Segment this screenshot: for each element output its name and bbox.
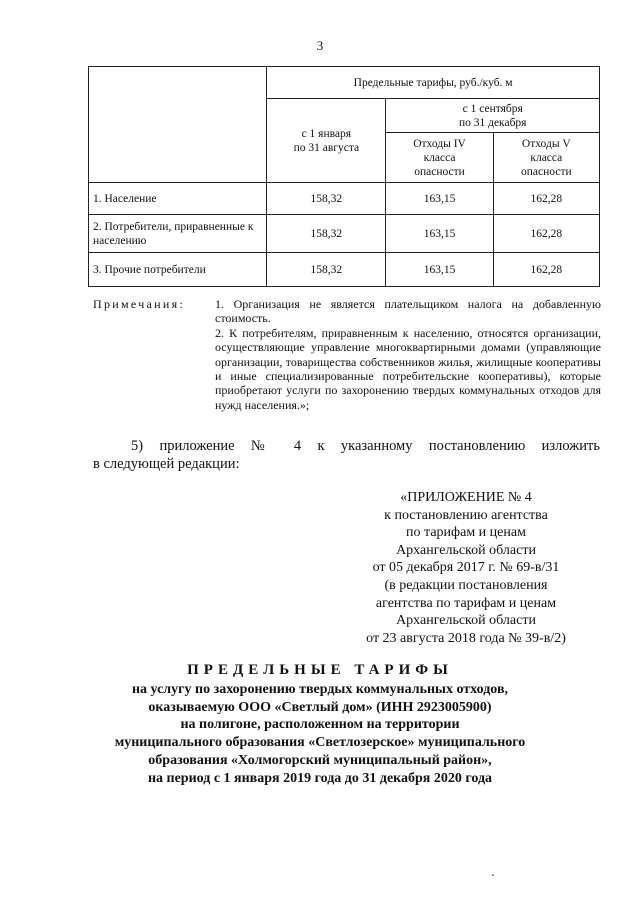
tariff-table <box>88 66 600 287</box>
waste-class-4-cell: Отходы IV класса опасности <box>386 133 493 183</box>
table-row <box>89 183 600 215</box>
appendix-line: «ПРИЛОЖЕНИЕ № 4 <box>400 490 532 505</box>
paragraph-line-2: в следующей редакции: <box>93 456 240 472</box>
notes-lead: Примечания: <box>93 297 186 311</box>
appendix-line: от 23 августа 2018 года № 39-в/2) <box>366 630 566 646</box>
row-label: 3. Прочие потребители <box>89 253 267 287</box>
title-line: муниципального образования «Светлозерское» муниципального <box>114 735 526 751</box>
appendix-line: к постановлению агентства <box>384 507 548 523</box>
amendment-paragraph <box>93 437 600 473</box>
value-cell: 158,32 <box>267 253 386 287</box>
empty-corner-cell <box>89 67 267 183</box>
table-row <box>89 215 600 253</box>
title-line: на услугу по захоронению твердых коммунальных отходов, <box>131 681 509 697</box>
value-cell: 158,32 <box>267 215 386 253</box>
note-item-2: 2. К потребителям, приравненным к населению, относятся организации, осуществляющие управление многоквартирными домами (управляющие организации, товарищества собственников жилья, жилищные кооперативы и иные специализированные потребительские кооперативы), которые приобретают услуги по захоронению твердых коммунальных отходов для нужд населения.»; <box>215 325 601 412</box>
value-cell: 163,15 <box>386 215 493 253</box>
value-cell: 163,15 <box>386 183 493 215</box>
table-header-row <box>89 67 600 99</box>
row-label: 1. Население <box>89 183 267 215</box>
value-cell: 162,28 <box>493 183 599 215</box>
paragraph-line-1: 5) приложение № 4 к указанному постановлению изложить <box>131 438 600 454</box>
notes-block <box>93 297 601 412</box>
appendix-line: от 05 декабря 2017 г. № 69-в/31 <box>372 560 560 576</box>
period-jan-aug-cell: с 1 января по 31 августа <box>267 99 386 183</box>
page-number: 3 <box>316 38 324 53</box>
note-item-1: 1. Организация не является плательщиком налога на добавленную стоимость. <box>215 297 601 326</box>
title-line: образования «Холмогорский муниципальный район», <box>148 752 492 768</box>
appendix-line: (в редакции постановления <box>384 577 548 593</box>
appendix-line: Архангельской области <box>396 542 536 558</box>
appendix-line: по тарифам и ценам <box>406 525 526 541</box>
value-cell: 162,28 <box>493 253 599 287</box>
scan-speck <box>492 874 494 876</box>
appendix-line: агентства по тарифам и ценам <box>375 595 557 611</box>
row-label: 2. Потребители, приравненные к населению <box>89 215 267 253</box>
value-cell: 162,28 <box>493 215 599 253</box>
title-line: оказываемую ООО «Светлый дом» (ИНН 2923005900) <box>148 699 492 715</box>
appendix-line: Архангельской области <box>396 613 536 629</box>
header-main-cell: Предельные тарифы, руб./куб. м <box>267 67 600 99</box>
title-heading: ПРЕДЕЛЬНЫЕ ТАРИФЫ <box>187 662 453 678</box>
table-row <box>89 253 600 287</box>
waste-class-5-cell: Отходы V класса опасности <box>493 133 599 183</box>
title-line: на полигоне, расположенном на территории <box>180 717 460 733</box>
notes-items <box>215 297 601 412</box>
period-sep-dec-cell: с 1 сентября по 31 декабря <box>386 99 600 133</box>
appendix-header <box>336 489 596 647</box>
value-cell: 163,15 <box>386 253 493 287</box>
document-title <box>60 662 580 788</box>
value-cell: 158,32 <box>267 183 386 215</box>
title-line: на период с 1 января 2019 года до 31 декабря 2020 года <box>147 770 493 786</box>
